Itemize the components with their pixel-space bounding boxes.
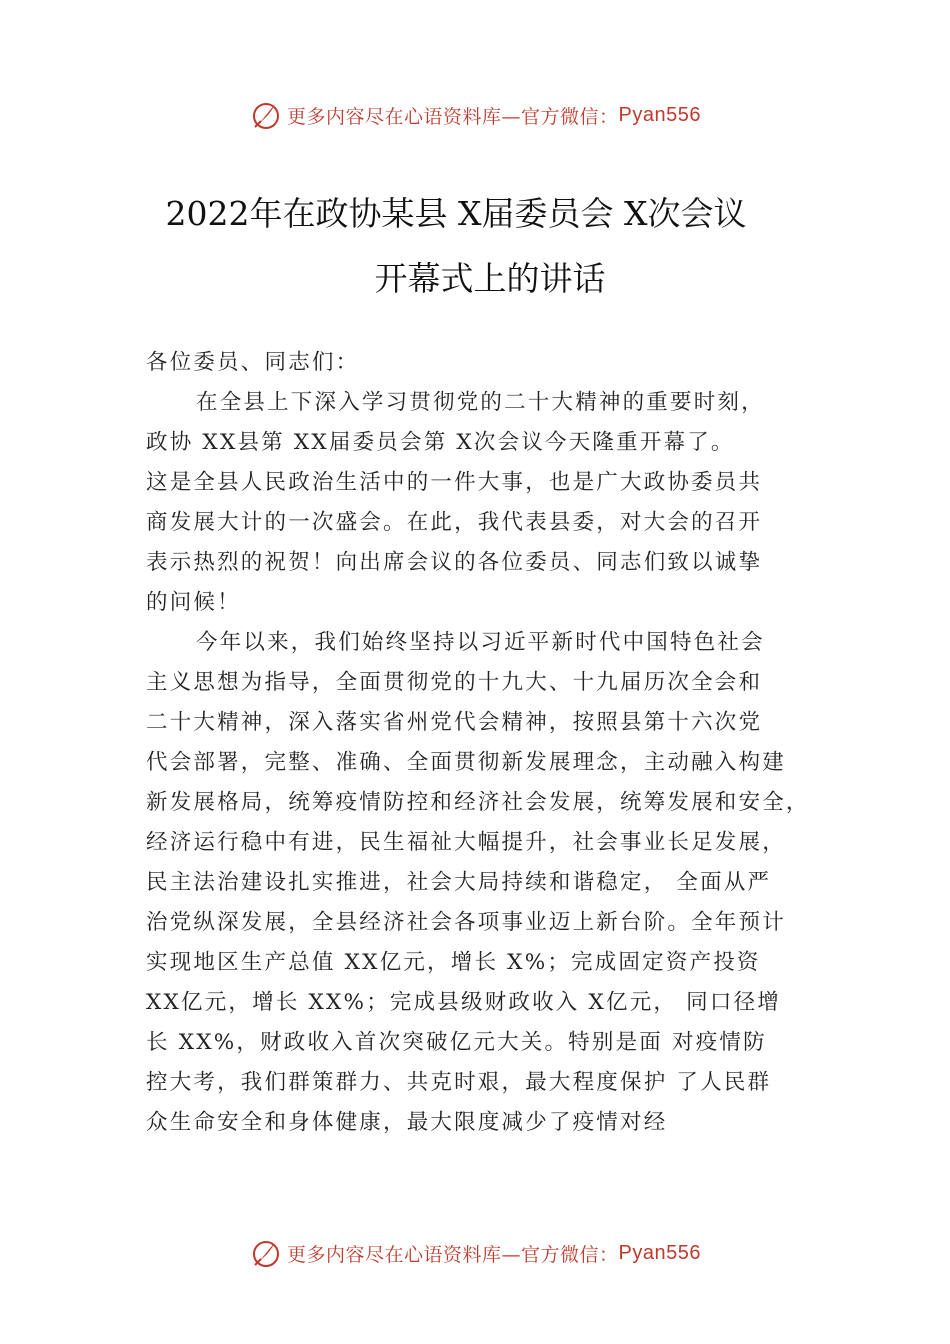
body-line: 二十大精神，深入落实省州党代会精神，按照县第十六次党 (146, 710, 763, 735)
body-line: 新发展格局，统筹疫情防控和经济社会发展，统筹发展和安全， (146, 790, 810, 815)
greeting: 各位委员、同志们： (146, 350, 360, 375)
body-line: 众生命安全和身体健康，最大限度减少了疫情对经 (146, 1110, 668, 1135)
body-line: 主义思想为指导，全面贯彻党的十九大、十九届历次全会和 (146, 670, 763, 695)
body-line: 经济运行稳中有进，民生福祉大幅提升，社会事业长足发展， (146, 830, 786, 855)
document-title-line2: 开幕式上的讲话 (374, 259, 606, 298)
body-line: 治党纵深发展，全县经济社会各项事业迈上新台阶。全年预计 (146, 910, 786, 935)
body-line: 控大考，我们群策群力、共克时艰，最大程度保护 了人民群 (146, 1070, 772, 1095)
body-line: 表示热烈的祝贺！向出席会议的各位委员、同志们致以诚挚 (146, 550, 763, 575)
watermark-text: 更多内容尽在心语资料库—官方微信： (287, 105, 619, 128)
body-line: 实现地区生产总值 XX亿元，增长 X%；完成固定资产投资 (146, 950, 761, 975)
body-line: 这是全县人民政治生活中的一件大事，也是广大政协委员共 (146, 470, 763, 495)
body-line: 今年以来，我们始终坚持以习近平新时代中国特色社会 (196, 630, 765, 655)
watermark-wechat-id: Pyan556 (618, 103, 701, 126)
document-body (146, 343, 846, 1143)
body-line: 的问候！ (146, 590, 241, 615)
body-line: 在全县上下深入学习贯彻党的二十大精神的重要时刻， (196, 390, 765, 415)
body-line: 民主法治建设扎实推进，社会大局持续和谐稳定， 全面从严 (146, 870, 772, 895)
body-line: 长 XX%，财政收入首次突破亿元大关。特别是面 对疫情防 (146, 1030, 767, 1055)
watermark-banner-bottom (0, 1233, 950, 1273)
watermark-text: 更多内容尽在心语资料库—官方微信： (287, 1243, 619, 1266)
watermark-wechat-id: Pyan556 (618, 1241, 701, 1264)
feather-pen-logo-icon (249, 98, 283, 132)
body-line: 政协 XX县第 XX届委员会第 X次会议今天隆重开幕了。 (146, 430, 735, 455)
watermark-banner-top (0, 95, 950, 135)
body-line: 商发展大计的一次盛会。在此，我代表县委，对大会的召开 (146, 510, 763, 535)
feather-pen-logo-icon (249, 1236, 283, 1270)
document-title-line1: 2022年在政协某县 X届委员会 X次会议 (165, 194, 747, 233)
body-line: 代会部署，完整、准确、全面贯彻新发展理念，主动融入构建 (146, 750, 786, 775)
body-line: XX亿元，增长 XX%；完成县级财政收入 X亿元， 同口径增 (146, 990, 781, 1015)
